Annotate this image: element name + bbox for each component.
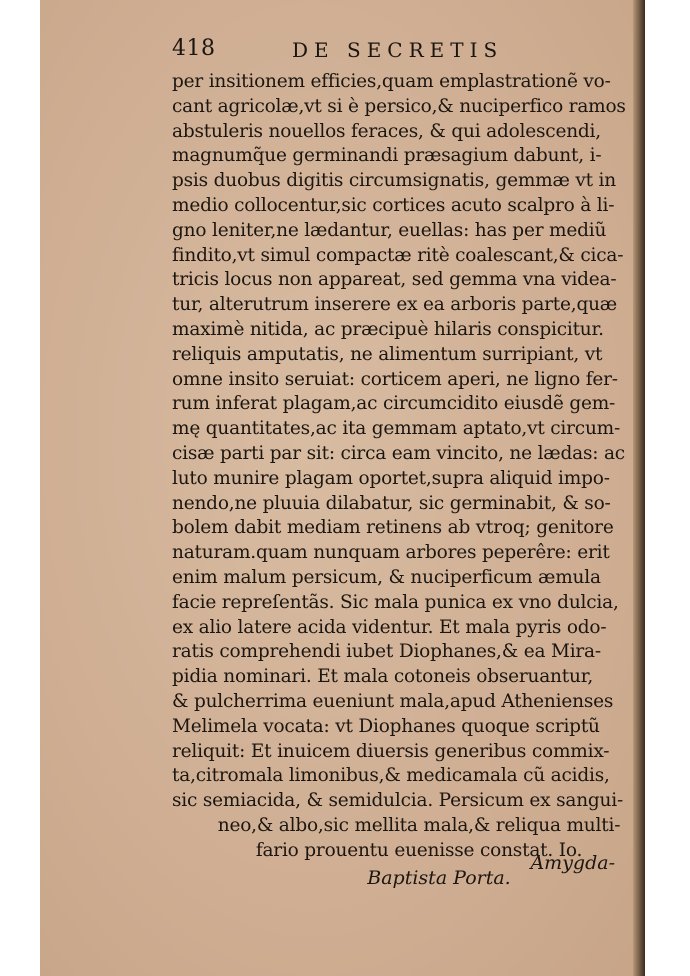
text-line: cisæ parti par sit: circa eam vincito, ne lædas: ac: [172, 442, 625, 464]
text-line: fario prouentu euenisse constat. Io.: [255, 839, 583, 861]
text-line: neo,& albo,sic mellita mala,& reliqua multi-: [217, 814, 621, 836]
text-line: abstuleris nouellos feraces, & qui adolescendi,: [172, 120, 601, 142]
text-line: facie repreſentãs. Sic mala punica ex vno dulcia,: [172, 591, 619, 613]
text-line: reliquit: Et inuicem diuersis generibus commix-: [172, 740, 610, 762]
page-header: [172, 36, 592, 68]
text-line: ex alio latere acida videntur. Et mala pyris odo-: [172, 616, 607, 638]
text-line: gno leniter,ne lædantur, euellas: has per mediũ: [172, 219, 607, 241]
text-line: & pulcherrima eueniunt mala,apud Athenienses: [172, 690, 614, 712]
body-text: [172, 70, 645, 892]
catchword: Amygda-: [530, 852, 615, 874]
text-line: cant agricolæ,vt si è persico,& nuciperfico ramos: [172, 95, 626, 117]
text-line: medio collocentur,sic cortices acuto scalpro à li-: [172, 194, 615, 216]
text-line: maximè nitida, ac præcipuè hilaris conspicitur.: [172, 318, 604, 340]
text-line: magnumq̃ue germinandi præsagium dabunt, i-: [172, 145, 602, 167]
text-line: ta,citromala limonibus,& medicamala cũ acidis,: [172, 765, 610, 787]
text-line: findito,vt simul compactæ ritè coalescant,& cica-: [172, 244, 624, 266]
text-line: sic semiacida, & semidulcia. Persicum ex sangui-: [172, 790, 624, 812]
text-line: pidia nominari. Et mala cotoneis obseruantur,: [172, 666, 594, 688]
book-page: [40, 0, 645, 976]
text-line: Melimela vocata: vt Diophanes quoque scriptũ: [172, 715, 600, 737]
text-line: omne insito seruiat: corticem aperi, ne ligno fer-: [172, 368, 618, 390]
text-line: rum inferat plagam,ac circumcidito eiusdẽ gem-: [172, 393, 616, 415]
text-line: mę quantitates,ac ita gemmam aptato,vt circum-: [172, 418, 621, 440]
text-line: per insitionem efficies,quam emplastrationẽ vo-: [172, 71, 611, 92]
text-line: psis duobus digitis circumsignatis, gemmæ vt in: [172, 170, 616, 192]
text-line: naturam.quam nunquam arbores peperêre: erit: [172, 542, 610, 564]
page-number: 418: [172, 36, 216, 61]
text-line: reliquis amputatis, ne alimentum surripiant, vt: [172, 343, 603, 365]
text-line: tricis locus non appareat, sed gemma vna videa-: [172, 269, 617, 291]
text-line: enim malum persicum, & nuciperficum æmula: [172, 566, 601, 588]
text-line: luto munire plagam oportet,supra aliquid impo-: [172, 467, 610, 489]
running-title: DE SECRETIS: [292, 38, 504, 62]
text-line: ratis comprehendi iubet Diophanes,& ea Mira-: [172, 641, 601, 663]
text-line: bolem dabit mediam retinens ab vtroq; genitore: [172, 517, 614, 539]
text-line: tur, alterutrum inserere ex ea arboris parte,quæ: [172, 294, 617, 316]
author-signature: Baptista Porta.: [367, 866, 511, 889]
text-line: nendo,ne pluuia dilabatur, sic germinabit, & so-: [172, 492, 611, 514]
